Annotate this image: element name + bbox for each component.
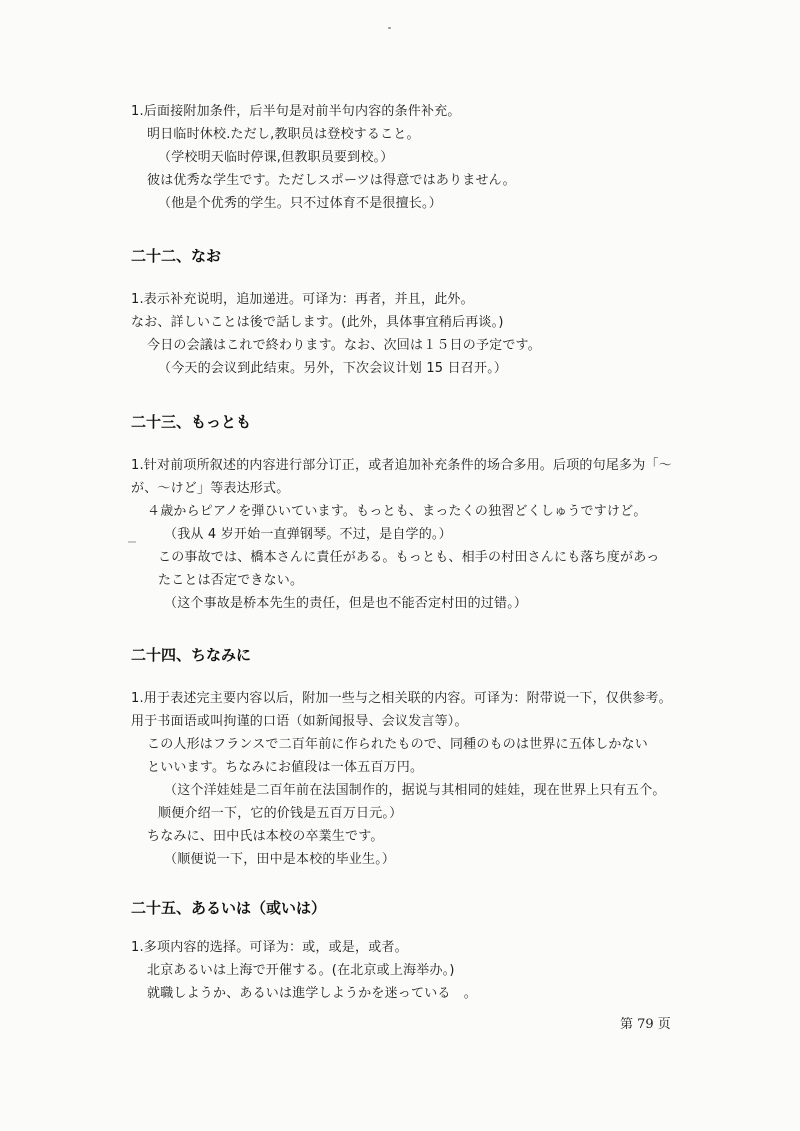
s24-translation-1a: （这个洋娃娃是二百年前在法国制作的，据说与其相同的娃娃，现在世界上只有五个。 [164,783,666,798]
s22-example-2: 今日の会議はこれで終わります。なお、次回は１５日の予定です。 [147,338,541,353]
s21-translation-1: （学校明天临时停课,但教职员要到校。） [158,150,394,165]
scan-smudge [128,541,136,543]
s24-rule-line-1: 1.用于表述完主要内容以后，附加一些与之相关联的内容。可译为：附带说一下，仅供参考。 [131,691,672,706]
section-heading-aruiwa: 二十五、あるいは（或いは） [131,899,327,917]
s24-translation-2: （顺便说一下，田中是本校的毕业生。） [164,852,396,867]
s24-example-2: ちなみに、田中氏は本校の卒業生です。 [147,829,384,844]
s24-rule-line-2: 用于书面语或叫拘谨的口语（如新闻报导、会议发言等）。 [131,714,468,729]
s23-translation-2: （这个事故是桥本先生的责任，但是也不能否定村田的过错。） [164,596,528,611]
page-number: 第 79 页 [620,1017,671,1032]
s25-rule-line: 1.多项内容的选择。可译为：或，或是，或者。 [131,940,408,955]
s22-rule-line: 1.表示补充说明，追加递进。可译为：再者，并且，此外。 [131,292,474,307]
s23-rule-line-2: が、～けど」等表达形式。 [131,481,290,496]
s21-example-1: 明日临时休校.ただし,教职员は登校すること。 [147,127,420,142]
s21-translation-2: （他是个优秀的学生。只不过体育不是很擅长。） [158,196,442,211]
section-heading-nao: 二十二、なお [131,247,222,265]
s24-translation-1b: 顺便介绍一下，它的价钱是五百万日元。） [158,806,403,821]
s23-example-2a: この事故では、橋本さんに責任がある。もっとも、相手の村田さんにも落ち度があっ [158,550,660,565]
s21-rule-line: 1.后面接附加条件，后半句是对前半句内容的条件补充。 [131,104,461,119]
s25-example-2: 就職しようか、あるいは進学しようかを迷っている 。 [147,986,478,1001]
s23-translation-1: （我从 4 岁开始一直弹钢琴。不过，是自学的。） [164,527,452,542]
s23-rule-line-1: 1.针对前项所叙述的内容进行部分订正，或者追加补充条件的场合多用。后项的句尾多为「～ [131,458,672,473]
s22-translation-2: （今天的会议到此结束。另外，下次会议计划 15 日召开。） [158,361,508,376]
s23-example-2b: たことは否定できない。 [158,573,304,588]
s21-example-2: 彼は优秀な学生です。ただしスポーツは得意ではありません。 [147,173,516,188]
s22-example-1: なお、詳しいことは後で話します。(此外，具体事宜稍后再谈。) [131,315,504,330]
scan-speck [388,27,391,29]
section-heading-mottomo: 二十三、もっとも [131,413,252,431]
s25-example-1: 北京あるいは上海で开催する。(在北京或上海举办。) [147,963,455,978]
s24-example-1b: といいます。ちなみにお値段は一体五百万円。 [147,760,424,775]
s24-example-1a: この人形はフランスで二百年前に作られたもので、同種のものは世界に五体しかない [147,737,648,752]
s23-example-1: ４歳からピアノを弾ひいています。もっとも、まったくの独習どくしゅうですけど。 [147,504,647,519]
section-heading-chinamini: 二十四、ちなみに [131,646,252,664]
